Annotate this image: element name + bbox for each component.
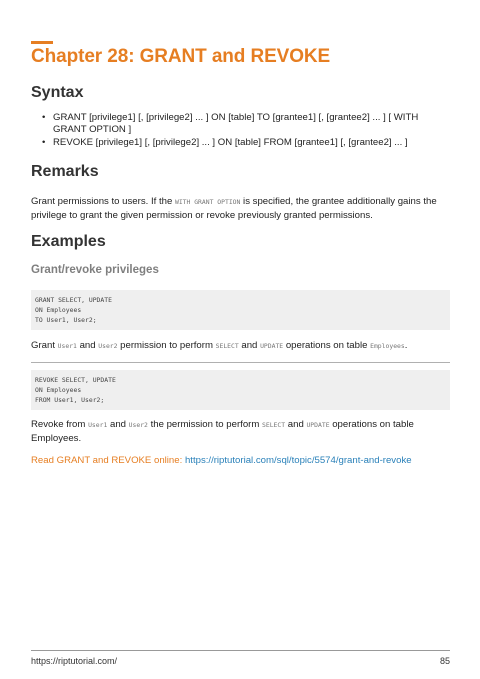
bullet-icon: • <box>42 137 46 149</box>
desc-text: the permission to perform <box>147 419 263 430</box>
inline-code: Employees <box>370 342 405 350</box>
page-number: 85 <box>439 656 450 666</box>
desc-text: and <box>107 419 129 430</box>
desc-text: Revoke from <box>31 419 89 430</box>
inline-code: UPDATE <box>306 421 330 429</box>
revoke-description <box>31 418 449 445</box>
remarks-paragraph <box>31 195 449 222</box>
code-line: TO User1, User2; <box>35 316 97 324</box>
desc-text: and <box>238 340 261 351</box>
code-line: REVOKE SELECT, UPDATE <box>35 376 116 384</box>
code-line: GRANT SELECT, UPDATE <box>35 296 112 304</box>
chapter-title: Chapter 28: GRANT and REVOKE <box>31 46 331 67</box>
remarks-heading: Remarks <box>31 163 99 180</box>
footer-url: https://riptutorial.com/ <box>31 656 118 666</box>
document-page <box>31 0 450 679</box>
inline-code: SELECT <box>215 342 239 350</box>
inline-code: User2 <box>98 342 118 350</box>
bullet-icon: • <box>42 112 46 123</box>
desc-text: and <box>285 419 307 430</box>
example-subheading: Grant/revoke privileges <box>31 264 159 276</box>
footer-divider <box>31 650 450 651</box>
syntax-item-text: REVOKE [privilege1] [, [privilege2] ... ] ON [table] FROM [grantee1] [, [grantee2] ... ] <box>53 137 408 149</box>
inline-code: User1 <box>57 342 77 350</box>
read-online-link[interactable]: https://riptutorial.com/sql/topic/5574/grant-and-revoke <box>184 455 412 466</box>
remarks-text: is specified, the grantee additionally gains the privilege to grant the given permission or revoke previously granted permissions. <box>31 196 437 221</box>
syntax-item <box>31 112 446 136</box>
syntax-item-text: GRANT [privilege1] [, [privilege2] ... ] ON [table] TO [grantee1] [, [grantee2] ... ] [ WITH GRANT OPTION ] <box>53 112 419 136</box>
code-line: ON Employees <box>35 386 82 394</box>
examples-heading: Examples <box>31 233 106 250</box>
read-online-label: Read GRANT and REVOKE online: <box>31 455 185 466</box>
grant-description <box>31 339 449 353</box>
desc-text: and <box>76 340 99 351</box>
inline-code: WITH GRANT OPTION <box>174 198 241 206</box>
inline-code: UPDATE <box>260 342 284 350</box>
chapter-accent-bar <box>31 41 53 44</box>
desc-text: . <box>404 340 408 351</box>
desc-text: Grant <box>31 340 58 351</box>
read-online-line <box>31 455 412 466</box>
remarks-text: Grant permissions to users. If the <box>31 196 175 207</box>
grant-code-block <box>31 290 450 330</box>
desc-text: operations on table <box>283 340 371 351</box>
inline-code: SELECT <box>262 421 286 429</box>
inline-code: User2 <box>128 421 148 429</box>
desc-text: permission to perform <box>117 340 216 351</box>
syntax-heading: Syntax <box>31 84 84 101</box>
syntax-item <box>31 137 446 149</box>
divider <box>31 362 450 363</box>
revoke-code-block <box>31 370 450 410</box>
inline-code: User1 <box>88 421 108 429</box>
code-line: FROM User1, User2; <box>35 396 105 404</box>
desc-text: operations on table Employees. <box>31 419 414 444</box>
code-line: ON Employees <box>35 306 82 314</box>
syntax-list <box>31 112 446 151</box>
